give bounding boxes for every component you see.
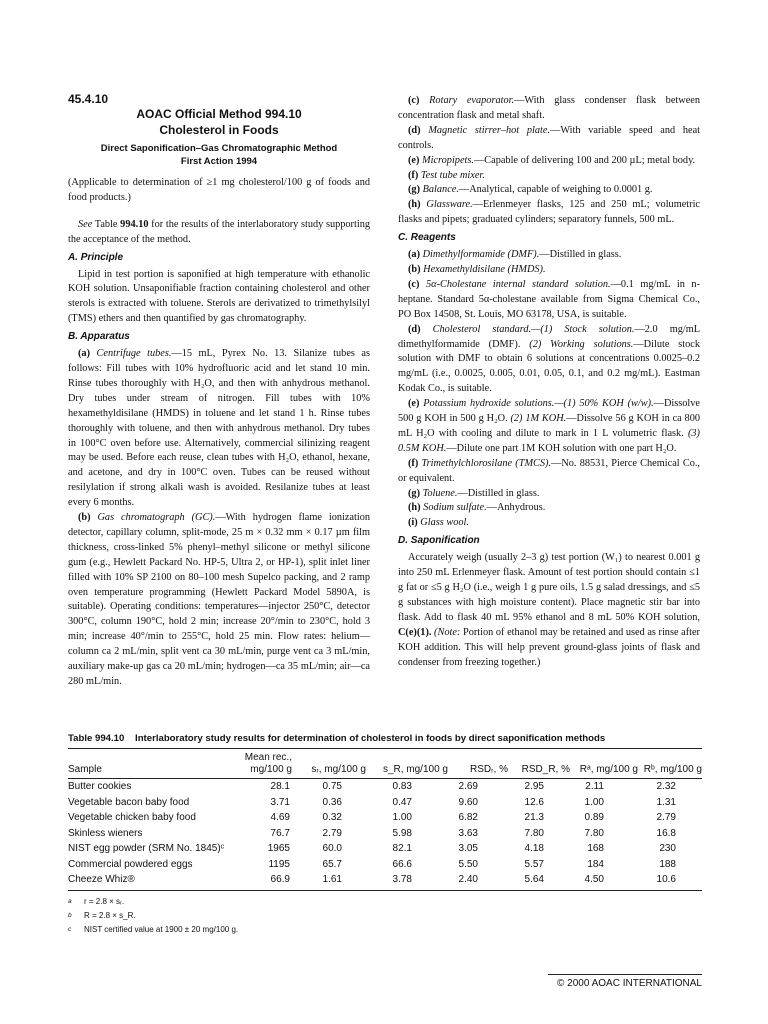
table-cell-rsdR: 4.18 <box>524 843 544 854</box>
item-title: Centrifuge tubes. <box>96 348 172 360</box>
table-cell-sR: 5.98 <box>392 827 412 839</box>
table-cell-r: 1.00 <box>584 796 604 808</box>
applicability-statement: (Applicable to determination of ≥1 mg cholesterol/100 g of foods and food products.) <box>68 177 370 203</box>
table-cell-r: 7.80 <box>584 827 604 839</box>
table-cell-rsdr: 3.63 <box>458 827 478 839</box>
table-cell-sample: Commercial powdered eggs <box>68 858 193 870</box>
table-cell-rsdr: 9.60 <box>458 796 478 808</box>
method-title: AOAC Official Method 994.10 <box>136 107 302 121</box>
item-label: (i) <box>408 517 418 529</box>
copyright: © 2000 AOAC INTERNATIONAL <box>556 978 702 989</box>
table-top-rule <box>68 748 702 749</box>
footnote-mark: b <box>68 912 72 919</box>
section-number: 45.4.10 <box>68 92 109 106</box>
item-label: (h) <box>408 199 421 211</box>
apparatus-item-f <box>398 169 700 184</box>
item-text: —With hydrogen flame ionization detector, capillary column, split-mode, 25 m × 0.32 mm × 0.17 µm film thickness, cross-linked 5% phenyl–methyl silicone or methyl silicone gum (e.g., Hewlett Packard No. HP-5, Ultra 2, or HP-1), split inlet liner filled with 10% SP 2100 on 80–100 mesh Supelco packing, and 2 ramp oven temperature programming (Hewlett Packard Model 5890A, is suitable). Operating conditions: temperatures—injector 250°C, detector 300°C, column 190°C, hold 2 min; increase 20°/min to 230°C, hold 3 min; increase 40°/min to 255°C, hold 25 min. Flow rates: helium—column ca 2 mL/min, split vent ca 30 mL/min, purge vent ca 3 mL/min, auxiliary make-up gas ca 20 mL/min; hydrogen—ca 35 mL/min; air—ca 280 mL/min. <box>68 512 371 687</box>
item-label: (f) <box>408 169 419 181</box>
col-header-rsdr: RSDᵣ, % <box>470 764 508 775</box>
table-cell-R: 1.31 <box>656 796 676 808</box>
saponification-body: Accurately weigh (usually 2–3 g) test portion (W₁) to nearest 0.001 g into 250 mL Erlenmeyer flask. Amount of test portion should contain ≤1 g fat or ≤5 g H₂O (i.e., weigh 1 g pure oils, 1.5 g salad dressings, and ≤5 g substances with high moisture content). Place magnetic stir bar into flask. Add to flask 40 mL 95% ethanol and 8 mL 50% KOH solution, <box>398 552 700 623</box>
item-subtitle: (2) 1M KOH. <box>510 413 567 425</box>
apparatus-item-d <box>398 124 700 154</box>
saponification-text <box>398 551 700 670</box>
item-text: —Dilute stock solution with DMF to obtain 6 solutions at concentrations 0.0025–0.2 mg/mL (i.e., 0.0025, 0.005, 0.01, 0.05, 0.1, and 0.2 mg/mL). Eastman Kodak Co., is suitable. <box>398 338 701 395</box>
item-text: —15 mL, Pyrex No. 13. Silanize tubes as follows: Fill tubes with 10% hydrofluoric acid and let stand 10 min. Rinse tubes thoroughly with H₂O, and then with anhydrous methanol. Dry tubes under stream of nitrogen. Fill tubes with 10% hexamethyldisilane (HMDS) in toluene and let stand 1 h. Rinse tubes thoroughly with toluene, and then with anhydrous methanol. Dry tubes in 100°C oven before use. Alternatively, commercial silinizing reagent may be used. Before each reuse, clean tubes with H₂O, ethanol, hexane, and acetone, and dry in 100°C oven. Tubes can be reused without resilylation if strong alkali wash is avoided. Resilanize tubes at least every 6 months. <box>68 348 370 509</box>
table-cell-mean: 1965 <box>267 843 290 854</box>
table-cell-sample: Vegetable bacon baby food <box>68 796 190 808</box>
table-cell-R: 2.32 <box>656 781 676 792</box>
item-text: —With variable speed and heat controls. <box>398 124 700 151</box>
table-cell-R: 2.79 <box>656 812 676 823</box>
item-text: —No. 88531, Pierce Chemical Co., or equivalent. <box>398 457 700 484</box>
reagent-item-i <box>398 516 700 531</box>
col-header-r: Rᵃ, mg/100 g <box>579 764 638 775</box>
item-text: —Distilled in glass. <box>539 249 622 261</box>
table-cell-r: 4.50 <box>584 874 604 885</box>
item-title: Toluene. <box>422 487 458 499</box>
col-header-R: Rᵇ, mg/100 g <box>643 764 702 775</box>
note-text: Portion of ethanol may be retained and used as rinse after KOH addition. This will help prevent ground-glass joints of flask and condenser from freezing together.) <box>398 626 700 668</box>
table-cell-sample: Butter cookies <box>68 781 132 792</box>
table-cell-sR: 1.00 <box>392 812 412 823</box>
item-title: Rotary evaporator. <box>429 95 515 106</box>
footnote-mark: a <box>68 898 72 905</box>
item-text: —Erlenmeyer flasks, 125 and 250 mL; volumetric flasks and pipets; graduated cylinders; separatory funnels, 500 mL. <box>398 199 701 226</box>
item-title: Dimethylformamide (DMF). <box>422 249 540 261</box>
footnote-c <box>68 925 238 935</box>
item-title: Gas chromatograph (GC). <box>97 512 216 524</box>
item-title: Cholesterol standard. <box>432 323 532 335</box>
col-header-mean-line2: mg/100 g <box>250 764 292 775</box>
item-title: Micropipets. <box>422 154 474 166</box>
table-cell-sample: Skinless wieners <box>68 827 143 839</box>
item-label: (b) <box>408 263 421 275</box>
method-description: Direct Saponification–Gas Chromatographic Method <box>100 143 338 154</box>
table-cell-rsdR: 5.64 <box>524 874 544 885</box>
table-cell-rsdr: 2.69 <box>458 781 478 792</box>
first-action: First Action 1994 <box>180 156 258 167</box>
item-label: (g) <box>408 184 421 196</box>
reagent-item-e <box>398 397 700 457</box>
table-cell-r: 184 <box>587 858 604 870</box>
item-text: —Distilled in glass. <box>457 487 540 499</box>
col-header-mean-line1: Mean rec., <box>244 752 292 763</box>
table-cell-R: 10.6 <box>656 874 676 885</box>
item-title: Glassware. <box>426 199 473 211</box>
col-header-rsdR: RSD_R, % <box>521 764 570 775</box>
item-label: (b) <box>78 512 91 524</box>
table-cell-sr: 1.61 <box>322 874 342 885</box>
table-cell-sr: 2.79 <box>322 827 342 839</box>
item-subtitle: —(1) 50% KOH (w/w). <box>554 398 654 410</box>
table-title: Interlaboratory study results for determination of cholesterol in foods by direct saponification methods <box>135 733 606 744</box>
table-cell-sR: 66.6 <box>392 858 412 870</box>
table-cell-sr: 65.7 <box>322 858 342 870</box>
table-cell-mean: 66.9 <box>270 874 290 885</box>
footnote-b <box>68 911 136 921</box>
note-label: (Note: <box>431 626 463 638</box>
apparatus-item-c <box>398 94 700 124</box>
item-label: (c) <box>408 95 420 106</box>
table-cell-sample: Vegetable chicken baby food <box>68 812 196 823</box>
item-text: —With glass condenser flask between concentration flask and metal shaft. <box>398 95 700 121</box>
apparatus-heading: B. Apparatus <box>68 331 130 343</box>
table-cell-R: 188 <box>659 858 676 870</box>
table-cell-rsdR: 2.95 <box>524 781 544 792</box>
table-cell-rsdr: 2.40 <box>458 874 478 885</box>
see-table-word: Table <box>92 218 121 230</box>
table-cell-rsdR: 21.3 <box>524 812 544 823</box>
footnote-text: r = 2.8 × sᵣ. <box>84 897 125 906</box>
item-text: —Dissolve 56 g KOH in ca 800 mL H₂O with cooling and dilute to mark in 1 L volumetric flask. <box>398 413 701 439</box>
item-label: (e) <box>408 398 420 410</box>
right-column <box>398 94 700 670</box>
reagents-heading: C. Reagents <box>398 232 456 244</box>
footnote-mark: c <box>68 926 72 933</box>
item-title: Magnetic stirrer–hot plate. <box>428 124 551 136</box>
table-cell-mean: 4.69 <box>270 812 290 823</box>
item-subtitle: —(1) Stock solution. <box>531 323 635 335</box>
footnote-text: NIST certified value at 1900 ± 20 mg/100 g. <box>84 925 239 934</box>
apparatus-item-b <box>68 511 370 690</box>
item-subtitle: (3) 0.5M KOH. <box>398 427 700 454</box>
table-cell-sample: NIST egg powder (SRM No. 1845)ᶜ <box>68 843 225 854</box>
see-word: See <box>78 218 93 230</box>
table-cell-rsdR: 7.80 <box>524 827 544 839</box>
table-cell-rsdr: 3.05 <box>458 843 478 854</box>
table-cell-sR: 3.78 <box>392 874 412 885</box>
apparatus-item-a <box>68 347 370 511</box>
table-cell-mean: 1195 <box>268 858 290 870</box>
reagent-item-a <box>398 248 700 263</box>
table-cell-sample: Cheeze Whiz® <box>68 874 135 885</box>
item-text: —Anhydrous. <box>486 502 546 514</box>
table-cell-sr: 60.0 <box>322 843 342 854</box>
item-text: —Dissolve 500 g KOH in 500 g H₂O. <box>398 398 700 425</box>
item-label: (g) <box>408 487 421 499</box>
item-title: Hexamethyldisilane (HMDS). <box>423 263 546 275</box>
footer-rule <box>548 974 702 975</box>
apparatus-item-e <box>398 154 700 169</box>
table-cell-mean: 28.1 <box>270 781 290 792</box>
table-cell-rsdr: 5.50 <box>458 858 478 870</box>
reagent-item-c <box>398 278 700 323</box>
table-cell-rsdR: 12.6 <box>524 796 544 808</box>
item-title: 5α-Cholestane internal standard solution. <box>426 278 611 290</box>
table-caption <box>68 733 605 744</box>
table-cell-sR: 0.47 <box>392 796 412 808</box>
table-cell-sr: 0.75 <box>322 781 342 792</box>
table-cell-R: 230 <box>659 843 676 854</box>
table-number: Table 994.10 <box>68 733 125 744</box>
saponification-heading: D. Saponification <box>398 535 480 547</box>
table-cell-rsdr: 6.82 <box>458 812 478 823</box>
apparatus-item-g <box>398 183 700 198</box>
left-column <box>68 92 370 690</box>
apparatus-item-h <box>398 198 700 228</box>
reagent-item-g <box>398 487 700 502</box>
item-title: Balance. <box>422 184 459 196</box>
table-cell-r: 2.11 <box>585 781 604 792</box>
reagent-item-b <box>398 263 700 278</box>
table-header-rule <box>68 778 702 779</box>
table-cell-mean: 3.71 <box>270 796 290 808</box>
table-cell-r: 168 <box>587 843 604 854</box>
item-text: —0.1 mg/mL in n-heptane. Standard 5α-cholestane available from Sigma Chemical Co., PO Box 14508, St. Louis, MO 63178, USA, is suitable. <box>398 278 701 320</box>
table-cell-mean: 76.7 <box>270 827 290 839</box>
item-label: (e) <box>408 154 420 166</box>
item-label: (d) <box>408 124 421 136</box>
item-label: (a) <box>408 249 421 261</box>
table-cell-sr: 0.36 <box>322 796 342 808</box>
table-bottom-rule <box>68 890 702 891</box>
table-cell-r: 0.89 <box>584 812 604 823</box>
item-title: Sodium sulfate. <box>423 502 487 514</box>
item-title: Glass wool. <box>420 517 469 529</box>
reagent-item-h <box>398 501 700 516</box>
principle-text: Lipid in test portion is saponified at high temperature with ethanolic KOH solution. Unsaponifiable fraction containing cholesterol and other sterols is extracted with toluene. Sterols are derivatized to trimethylsilyl (TMS) ethers and then quantified by gas chromatography. <box>68 268 370 325</box>
table-cell-sR: 82.1 <box>392 843 412 854</box>
item-title: Test tube mixer. <box>420 169 485 181</box>
footnote-text: R = 2.8 × s_R. <box>84 911 136 920</box>
col-header-sr: sᵣ, mg/100 g <box>311 764 366 775</box>
item-label: (a) <box>78 348 91 360</box>
item-label: (d) <box>408 323 421 335</box>
col-header-sample: Sample <box>68 764 102 775</box>
item-subtitle: (2) Working solutions. <box>529 338 634 350</box>
method-name: Cholesterol in Foods <box>159 123 279 137</box>
item-label: (h) <box>408 502 421 514</box>
reagent-item-f <box>398 457 700 487</box>
item-text: —2.0 mg/mL dimethylformamide (DMF). <box>398 323 701 350</box>
reagent-item-d <box>398 323 700 398</box>
reagent-reference: C(e)(1). <box>398 626 432 638</box>
table-cell-rsdR: 5.57 <box>524 858 544 870</box>
table-cell-sr: 0.32 <box>322 812 342 823</box>
table-cell-R: 16.8 <box>656 827 676 839</box>
table-cell-sR: 0.83 <box>392 781 412 792</box>
item-label: (c) <box>408 278 420 290</box>
item-text: —Dilute one part 1M KOH solution with one part H₂O. <box>446 442 677 454</box>
see-table-ref: 994.10 <box>120 218 149 230</box>
see-table-text: for the results of the interlaboratory study supporting the acceptance of the method. <box>68 218 371 245</box>
principle-heading: A. Principle <box>68 251 124 263</box>
item-title: Potassium hydroxide solutions. <box>423 398 555 410</box>
item-title: Trimethylchlorosilane (TMCS). <box>421 457 552 469</box>
footnote-a <box>68 897 124 907</box>
method-subtitle <box>68 142 370 168</box>
col-header-sR: s_R, mg/100 g <box>382 764 448 775</box>
see-table-paragraph <box>68 218 370 248</box>
item-text: —Capable of delivering 100 and 200 µL; metal body. <box>473 154 696 166</box>
item-text: —Analytical, capable of weighing to 0.0001 g. <box>458 184 653 196</box>
item-label: (f) <box>408 457 419 469</box>
